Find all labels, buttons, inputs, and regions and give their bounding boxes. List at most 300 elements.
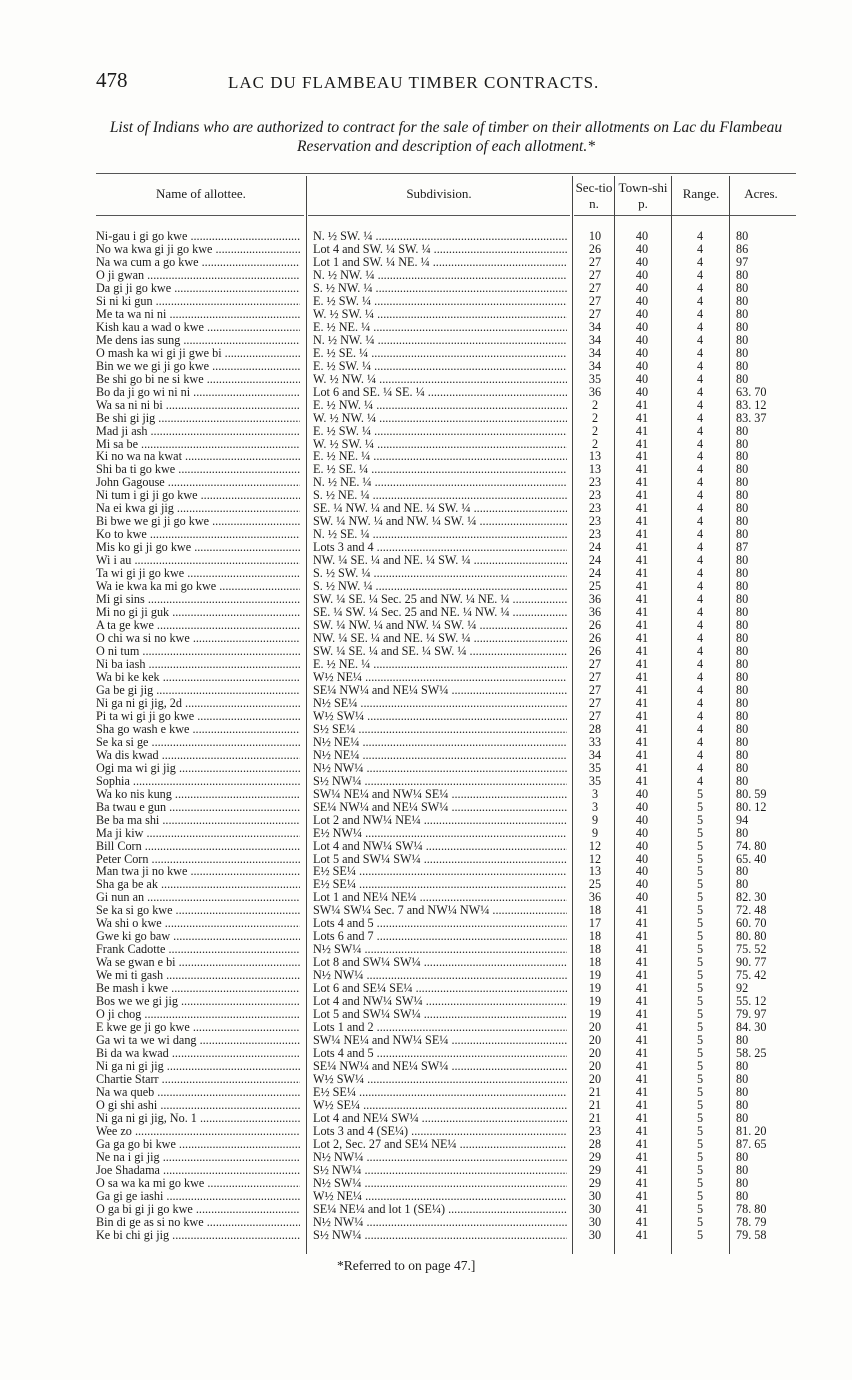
section-cell: 35 xyxy=(588,371,602,386)
acres-cell: 80 xyxy=(736,877,749,892)
township-cell: 41 xyxy=(635,1020,649,1035)
acres-cell: 80 xyxy=(736,553,749,568)
range-cell: 5 xyxy=(696,1136,704,1151)
section-cell: 10 xyxy=(588,229,602,243)
section-cell: 2 xyxy=(591,397,599,412)
range-cell: 5 xyxy=(696,851,704,866)
section-cell: 18 xyxy=(588,955,602,970)
subdivision-cell: W½ NE¼ ..... xyxy=(313,1190,567,1203)
allottee-name-cell: O mash ka wi gi ji gwe bi ..... xyxy=(96,347,300,360)
range-cell: 4 xyxy=(696,423,704,438)
table-row xyxy=(0,671,852,684)
allottee-name-cell: Ba twau e gun ..... xyxy=(96,801,300,814)
table-row xyxy=(0,969,852,982)
subdivision-cell: N. ½ SW. ¼ ..... xyxy=(313,230,567,243)
subdivision-cell: S. ½ NW. ¼ ..... xyxy=(313,580,567,593)
acres-cell: 80 xyxy=(736,1084,749,1099)
acres-cell: 80 xyxy=(736,864,749,879)
acres-cell: 80 xyxy=(736,1059,749,1073)
header-section: Sec-tion. xyxy=(575,180,613,211)
acres-cell: 80 xyxy=(736,371,749,386)
acres-cell: 80 xyxy=(736,488,749,503)
acres-cell: 80 xyxy=(736,332,749,347)
table-row xyxy=(0,230,852,243)
allottee-name-cell: O ga bi gi ji go kwe ..... xyxy=(96,1203,300,1216)
acres-cell: 80 xyxy=(736,436,749,451)
subdivision-cell: E. ½ NE. ¼ ..... xyxy=(313,321,567,334)
allottee-name-cell: Ogi ma wi gi jig ..... xyxy=(96,762,300,775)
table-row xyxy=(0,243,852,256)
section-cell: 26 xyxy=(588,241,602,256)
acres-cell: 80. 12 xyxy=(736,799,767,814)
section-cell: 24 xyxy=(588,566,602,581)
subdivision-cell: N½ NW¼ ..... xyxy=(313,969,567,982)
table-row xyxy=(0,554,852,567)
township-cell: 41 xyxy=(635,747,649,762)
table-row xyxy=(0,982,852,995)
range-cell: 4 xyxy=(696,760,704,775)
subdivision-cell: SW. ¼ SE. ¼ and SE. ¼ SW. ¼ ..... xyxy=(313,645,567,658)
allottee-name-cell: Bos we we gi jig ..... xyxy=(96,995,300,1008)
allottee-name-cell: Ni ga ni gi jig, 2d ..... xyxy=(96,697,300,710)
subdivision-cell: SW¼ NE¼ and NW¼ SE¼ ..... xyxy=(313,788,567,801)
table-row xyxy=(0,943,852,956)
township-cell: 41 xyxy=(635,734,649,749)
range-cell: 4 xyxy=(696,267,704,282)
section-cell: 3 xyxy=(591,786,599,801)
table-row xyxy=(0,373,852,386)
section-cell: 27 xyxy=(588,669,602,684)
acres-cell: 75. 42 xyxy=(736,968,767,983)
allottee-name-cell: Ga wi ta we wi dang ..... xyxy=(96,1034,300,1047)
section-cell: 2 xyxy=(591,436,599,451)
subdivision-cell: W½ SE¼ ..... xyxy=(313,1099,567,1112)
section-cell: 20 xyxy=(588,1071,602,1086)
section-cell: 27 xyxy=(588,695,602,710)
table-row xyxy=(0,917,852,930)
section-cell: 26 xyxy=(588,618,602,633)
township-cell: 41 xyxy=(635,968,649,983)
allottee-name-cell: Bo da ji go wi ni ni ..... xyxy=(96,386,300,399)
allottee-name-cell: Peter Corn ..... xyxy=(96,853,300,866)
table-row xyxy=(0,1086,852,1099)
range-cell: 5 xyxy=(696,916,704,931)
section-cell: 21 xyxy=(588,1084,602,1099)
header-acres: Acres. xyxy=(744,186,778,201)
range-cell: 5 xyxy=(696,1084,704,1099)
subdivision-cell: SE¼ NW¼ and NE¼ SW¼ ..... xyxy=(313,801,567,814)
subdivision-cell: W. ½ SW. ¼ ..... xyxy=(313,438,567,451)
table-row xyxy=(0,904,852,917)
allottee-name-cell: Na wa queb ..... xyxy=(96,1086,300,1099)
subdivision-cell: Lots 3 and 4 ..... xyxy=(313,541,567,554)
subdivision-cell: Lot 4 and NW¼ SW¼ ..... xyxy=(313,995,567,1008)
section-cell: 36 xyxy=(588,890,602,905)
range-cell: 5 xyxy=(696,786,704,801)
section-cell: 29 xyxy=(588,1149,602,1164)
section-cell: 34 xyxy=(588,358,602,373)
township-cell: 41 xyxy=(635,1007,649,1022)
township-cell: 41 xyxy=(635,695,649,710)
range-cell: 5 xyxy=(696,890,704,905)
allottee-name-cell: Mad ji ash ..... xyxy=(96,425,300,438)
section-cell: 13 xyxy=(588,864,602,879)
subdivision-cell: W. ½ SW. ¼ ..... xyxy=(313,308,567,321)
allottee-name-cell: Be shi gi jig ..... xyxy=(96,412,300,425)
acres-cell: 58. 25 xyxy=(736,1046,767,1061)
section-cell: 19 xyxy=(588,1007,602,1022)
section-cell: 9 xyxy=(591,825,599,840)
range-cell: 4 xyxy=(696,280,704,295)
acres-cell: 80 xyxy=(736,644,749,658)
township-cell: 41 xyxy=(635,553,649,568)
township-cell: 40 xyxy=(635,786,649,801)
acres-cell: 80 xyxy=(736,708,749,723)
allottee-name-cell: Wa se gwan e bi ..... xyxy=(96,956,300,969)
township-cell: 41 xyxy=(635,592,649,607)
acres-cell: 80 xyxy=(736,475,749,490)
range-cell: 4 xyxy=(696,397,704,412)
range-cell: 4 xyxy=(696,618,704,633)
header-name: Name of allottee. xyxy=(156,186,246,201)
acres-cell: 80 xyxy=(736,669,749,684)
township-cell: 40 xyxy=(635,306,649,321)
acres-cell: 80 xyxy=(736,1162,749,1177)
running-title: LAC DU FLAMBEAU TIMBER CONTRACTS. xyxy=(228,73,600,92)
allottee-name-cell: Si ni ki gun ..... xyxy=(96,295,300,308)
range-cell: 4 xyxy=(696,656,704,671)
section-cell: 24 xyxy=(588,553,602,568)
table-row xyxy=(0,865,852,878)
section-cell: 24 xyxy=(588,540,602,555)
allottee-name-cell: Ga gi ge iashi ..... xyxy=(96,1190,300,1203)
acres-cell: 97 xyxy=(736,254,749,269)
allottee-name-cell: Man twa ji no kwe ..... xyxy=(96,865,300,878)
township-cell: 41 xyxy=(635,540,649,555)
allottee-name-cell: O ni tum ..... xyxy=(96,645,300,658)
range-cell: 5 xyxy=(696,1175,704,1190)
subdivision-cell: S½ NW¼ ..... xyxy=(313,1229,567,1242)
allottee-name-cell: Mi no gi ji guk ..... xyxy=(96,606,300,619)
subdivision-cell: N. ½ NE. ¼ ..... xyxy=(313,476,567,489)
range-cell: 4 xyxy=(696,773,704,788)
header-bottom-rule-sub xyxy=(308,215,570,216)
allottee-name-cell: Ki no wa na kwat ..... xyxy=(96,450,300,463)
section-cell: 30 xyxy=(588,1214,602,1229)
section-cell: 27 xyxy=(588,254,602,269)
range-cell: 4 xyxy=(696,682,704,697)
table-row xyxy=(0,321,852,334)
acres-cell: 65. 40 xyxy=(736,851,767,866)
acres-cell: 75. 52 xyxy=(736,942,767,957)
table-row xyxy=(0,736,852,749)
range-cell: 4 xyxy=(696,371,704,386)
acres-cell: 80 xyxy=(736,618,749,633)
table-row xyxy=(0,930,852,943)
allottee-name-cell: Wa ko nis kung ..... xyxy=(96,788,300,801)
table-row xyxy=(0,425,852,438)
acres-cell: 79. 97 xyxy=(736,1007,767,1022)
table-row xyxy=(0,658,852,671)
range-cell: 4 xyxy=(696,345,704,360)
table-row xyxy=(0,801,852,814)
table-row xyxy=(0,1034,852,1047)
table-row xyxy=(0,1177,852,1190)
table-row xyxy=(0,619,852,632)
range-cell: 5 xyxy=(696,1227,704,1242)
township-cell: 41 xyxy=(635,1097,649,1112)
range-cell: 5 xyxy=(696,929,704,944)
subdivision-cell: N½ SW¼ ..... xyxy=(313,1177,567,1190)
township-cell: 41 xyxy=(635,1149,649,1164)
township-cell: 41 xyxy=(635,397,649,412)
allottee-name-cell: Se ka si ge ..... xyxy=(96,736,300,749)
subdivision-cell: E. ½ NE. ¼ ..... xyxy=(313,658,567,671)
township-cell: 41 xyxy=(635,501,649,516)
allottee-name-cell: Da gi ji go kwe ..... xyxy=(96,282,300,295)
header-subdivision: Subdivision. xyxy=(406,186,472,201)
allottee-name-cell: Ga ga go bi kwe ..... xyxy=(96,1138,300,1151)
township-cell: 40 xyxy=(635,877,649,892)
allottee-name-cell: Ni ga ni gi jig, No. 1 ..... xyxy=(96,1112,300,1125)
acres-cell: 83. 12 xyxy=(736,397,767,412)
subdivision-cell: S. ½ NE. ¼ ..... xyxy=(313,489,567,502)
section-cell: 27 xyxy=(588,656,602,671)
table-row xyxy=(0,1138,852,1151)
allottee-name-cell: No wa kwa gi ji go kwe ..... xyxy=(96,243,300,256)
subdivision-cell: Lot 1 and NE¼ NE¼ ..... xyxy=(313,891,567,904)
subdivision-cell: SE¼ NE¼ and lot 1 (SE¼) ..... xyxy=(313,1203,567,1216)
acres-cell: 80 xyxy=(736,358,749,373)
acres-cell: 90. 77 xyxy=(736,955,767,970)
range-cell: 4 xyxy=(696,436,704,451)
acres-cell: 94 xyxy=(736,812,749,827)
section-cell: 19 xyxy=(588,994,602,1009)
subdivision-cell: NW. ¼ SE. ¼ and NE. ¼ SW. ¼ ..... xyxy=(313,554,567,567)
section-cell: 3 xyxy=(591,799,599,814)
subdivision-cell: N. ½ NW. ¼ ..... xyxy=(313,269,567,282)
acres-cell: 80 xyxy=(736,656,749,671)
range-cell: 5 xyxy=(696,812,704,827)
township-cell: 41 xyxy=(635,1059,649,1073)
header-bottom-rule xyxy=(96,215,304,216)
table-row xyxy=(0,502,852,515)
table-row xyxy=(0,1021,852,1034)
range-cell: 4 xyxy=(696,734,704,749)
section-cell: 23 xyxy=(588,488,602,503)
table-row xyxy=(0,878,852,891)
range-cell: 5 xyxy=(696,1033,704,1048)
subdivision-cell: Lots 1 and 2 ..... xyxy=(313,1021,567,1034)
table-row xyxy=(0,1203,852,1216)
range-cell: 4 xyxy=(696,488,704,503)
table-row xyxy=(0,308,852,321)
allottee-name-cell: Ni-gau i gi go kwe ..... xyxy=(96,230,300,243)
section-cell: 34 xyxy=(588,345,602,360)
table-row xyxy=(0,541,852,554)
table-row xyxy=(0,788,852,801)
range-cell: 4 xyxy=(696,695,704,710)
allottee-name-cell: A ta ge kwe ..... xyxy=(96,619,300,632)
range-cell: 5 xyxy=(696,942,704,957)
acres-cell: 87 xyxy=(736,540,749,555)
township-cell: 41 xyxy=(635,410,649,425)
acres-cell: 80 xyxy=(736,501,749,516)
subdivision-cell: E. ½ SW. ¼ ..... xyxy=(313,295,567,308)
allottee-name-cell: Ko to kwe ..... xyxy=(96,528,300,541)
subdivision-cell: E. ½ SE. ¼ ..... xyxy=(313,347,567,360)
township-cell: 41 xyxy=(635,1071,649,1086)
section-cell: 35 xyxy=(588,760,602,775)
section-cell: 20 xyxy=(588,1020,602,1035)
acres-cell: 80 xyxy=(736,1071,749,1086)
township-cell: 41 xyxy=(635,488,649,503)
table-row xyxy=(0,1073,852,1086)
allottee-name-cell: Sophia ..... xyxy=(96,775,300,788)
township-cell: 41 xyxy=(635,1033,649,1048)
allottee-name-cell: Mi sa be ..... xyxy=(96,438,300,451)
township-cell: 40 xyxy=(635,864,649,879)
allottee-name-cell: E kwe ge ji go kwe ..... xyxy=(96,1021,300,1034)
subdivision-cell: N. ½ NW. ¼ ..... xyxy=(313,334,567,347)
allottee-name-cell: Me ta wa ni ni ..... xyxy=(96,308,300,321)
subdivision-cell: SE¼ NW¼ and NE¼ SW¼ ..... xyxy=(313,684,567,697)
table-row xyxy=(0,386,852,399)
township-cell: 41 xyxy=(635,1214,649,1229)
allottee-name-cell: Ni tum i gi ji go kwe ..... xyxy=(96,489,300,502)
section-cell: 13 xyxy=(588,449,602,464)
subdivision-cell: Lots 3 and 4 (SE¼) ..... xyxy=(313,1125,567,1138)
township-cell: 41 xyxy=(635,514,649,529)
allottee-name-cell: Ma ji kiw ..... xyxy=(96,827,300,840)
range-cell: 5 xyxy=(696,1020,704,1035)
township-cell: 41 xyxy=(635,929,649,944)
section-cell: 23 xyxy=(588,1123,602,1138)
allotment-table-body xyxy=(0,230,852,1242)
subdivision-cell: Lot 2 and NW¼ NE¼ ..... xyxy=(313,814,567,827)
allottee-name-cell: O chi wa si no kwe ..... xyxy=(96,632,300,645)
acres-cell: 80 xyxy=(736,293,749,308)
range-cell: 4 xyxy=(696,579,704,594)
range-cell: 5 xyxy=(696,903,704,918)
table-row xyxy=(0,1112,852,1125)
section-cell: 27 xyxy=(588,280,602,295)
table-row xyxy=(0,749,852,762)
allottee-name-cell: Sha ga be ak ..... xyxy=(96,878,300,891)
allottee-name-cell: Na wa cum a go kwe ..... xyxy=(96,256,300,269)
allottee-name-cell: Gi nun an ..... xyxy=(96,891,300,904)
township-cell: 40 xyxy=(635,384,649,399)
allottee-name-cell: Wa bi ke kek ..... xyxy=(96,671,300,684)
acres-cell: 83. 37 xyxy=(736,410,767,425)
township-cell: 41 xyxy=(635,631,649,646)
range-cell: 4 xyxy=(696,332,704,347)
acres-cell: 80 xyxy=(736,566,749,581)
range-cell: 4 xyxy=(696,708,704,723)
range-cell: 5 xyxy=(696,1149,704,1164)
section-cell: 13 xyxy=(588,462,602,477)
acres-cell: 78. 79 xyxy=(736,1214,767,1229)
section-cell: 18 xyxy=(588,942,602,957)
subdivision-cell: N. ½ SE. ¼ ..... xyxy=(313,528,567,541)
acres-cell: 80 xyxy=(736,280,749,295)
table-row xyxy=(0,606,852,619)
section-cell: 17 xyxy=(588,916,602,931)
section-cell: 2 xyxy=(591,423,599,438)
acres-cell: 80 xyxy=(736,1175,749,1190)
range-cell: 4 xyxy=(696,592,704,607)
township-cell: 40 xyxy=(635,267,649,282)
section-cell: 23 xyxy=(588,514,602,529)
subdivision-cell: N½ NW¼ ..... xyxy=(313,1151,567,1164)
table-row xyxy=(0,956,852,969)
subdivision-cell: SE. ¼ SW. ¼ Sec. 25 and NE. ¼ NW. ¼ ..... xyxy=(313,606,567,619)
table-row xyxy=(0,645,852,658)
acres-cell: 74. 80 xyxy=(736,838,767,853)
subdivision-cell: W½ SW¼ ..... xyxy=(313,710,567,723)
range-cell: 4 xyxy=(696,384,704,399)
township-cell: 41 xyxy=(635,644,649,658)
acres-cell: 80 xyxy=(736,579,749,594)
table-row xyxy=(0,360,852,373)
range-cell: 4 xyxy=(696,514,704,529)
range-cell: 5 xyxy=(696,955,704,970)
table-row xyxy=(0,632,852,645)
allottee-name-cell: Bi da wa kwad ..... xyxy=(96,1047,300,1060)
acres-cell: 80. 80 xyxy=(736,929,767,944)
township-cell: 41 xyxy=(635,1084,649,1099)
range-cell: 4 xyxy=(696,527,704,542)
township-cell: 40 xyxy=(635,319,649,334)
range-cell: 4 xyxy=(696,449,704,464)
township-cell: 40 xyxy=(635,358,649,373)
section-cell: 21 xyxy=(588,1097,602,1112)
allottee-name-cell: Be shi go bi ne si kwe ..... xyxy=(96,373,300,386)
township-cell: 40 xyxy=(635,799,649,814)
township-cell: 41 xyxy=(635,449,649,464)
range-cell: 4 xyxy=(696,462,704,477)
acres-cell: 80 xyxy=(736,1033,749,1048)
subdivision-cell: N½ NE¼ ..... xyxy=(313,736,567,749)
subdivision-cell: Lot 4 and NW¼ SW¼ ..... xyxy=(313,840,567,853)
acres-cell: 80 xyxy=(736,345,749,360)
section-cell: 20 xyxy=(588,1059,602,1073)
acres-cell: 80 xyxy=(736,527,749,542)
section-cell: 26 xyxy=(588,644,602,658)
subdivision-cell: Lot 6 and SE¼ SE¼ ..... xyxy=(313,982,567,995)
acres-cell: 81. 20 xyxy=(736,1123,767,1138)
acres-cell: 80 xyxy=(736,592,749,607)
range-cell: 4 xyxy=(696,319,704,334)
range-cell: 4 xyxy=(696,358,704,373)
section-cell: 23 xyxy=(588,527,602,542)
range-cell: 5 xyxy=(696,981,704,996)
subdivision-cell: NW. ¼ SE. ¼ and NE. ¼ SW. ¼ ..... xyxy=(313,632,567,645)
subdivision-cell: Lot 1 and SW. ¼ NE. ¼ ..... xyxy=(313,256,567,269)
table-row xyxy=(0,580,852,593)
header-township: Town-ship. xyxy=(618,180,668,211)
acres-cell: 80 xyxy=(736,734,749,749)
township-cell: 41 xyxy=(635,955,649,970)
section-cell: 28 xyxy=(588,1136,602,1151)
range-cell: 5 xyxy=(696,799,704,814)
township-cell: 41 xyxy=(635,942,649,957)
township-cell: 41 xyxy=(635,682,649,697)
range-cell: 4 xyxy=(696,475,704,490)
acres-cell: 80 xyxy=(736,267,749,282)
section-cell: 36 xyxy=(588,605,602,620)
acres-cell: 79. 58 xyxy=(736,1227,767,1242)
